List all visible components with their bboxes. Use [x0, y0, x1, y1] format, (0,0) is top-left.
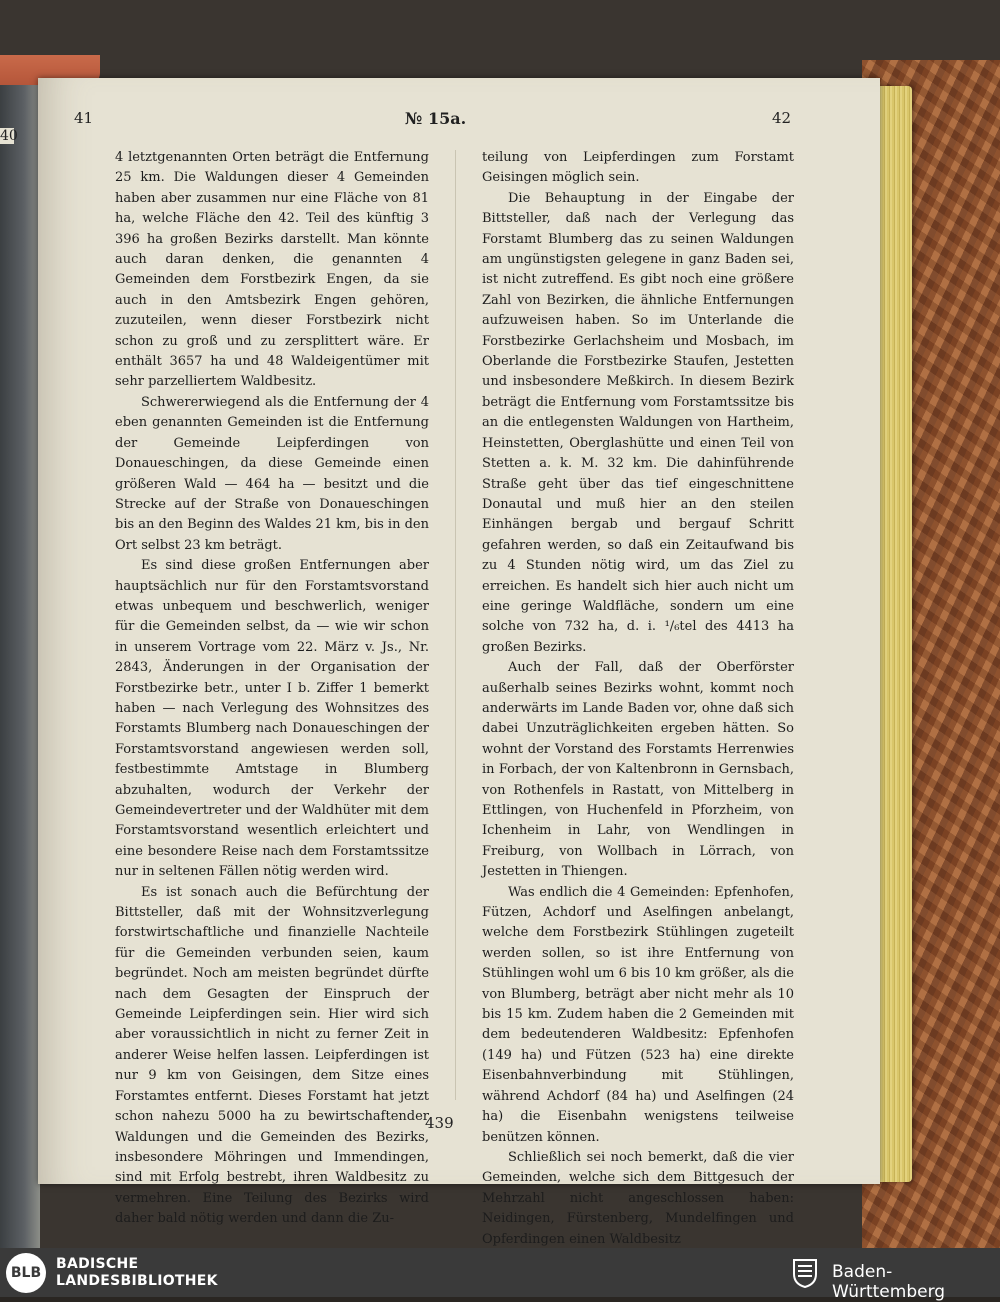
paragraph: Was endlich die 4 Gemeinden: Epfenhofen, Fützen, Achdorf und Aselfingen anbelangt, welche dem Forstbezirk Stühlingen zugeteilt werden sollen, so ist ihre Entfernung von Stühlingen wohl um 6 bis 10 km größer, als die von Blumberg, beträgt aber nicht mehr als 10 bis 15 km. Zudem haben die 2 Gemeinden mit dem bedeutenderen Waldbesitz: Epfenhofen (149 ha) und Fützen (523 ha) eine direkte Eisenbahnverbindung mit Stühlingen, während Achdorf (84 ha) und Aselfingen (24 ha) die Eisenbahn wenigstens teilweise benützen können.	[482, 884, 794, 1145]
page-number: 439	[425, 1114, 454, 1132]
paragraph: Es sind diese großen Entfernungen aber hauptsächlich nur für den Forstamtsvorstand etwas unbequem und beschwerlich, weniger für die Gemeinden selbst, da — wie wir schon in unserem Vortrage vom 22. März v. Js., Nr. 2843, Änderungen in der Organisation der Forstbezirke betr., unter I b. Ziffer 1 bemerkt haben — nach Verlegung des Wohnsitzes des Forstamts Blumberg nach Donaueschingen der Forstamtsvorstand angewiesen werden soll, festbestimmte Amtstage in Blumberg abzuhalten, wodurch der Verkehr der Gemeindevertreter und der Waldhüter mit dem Forstamtsvorstand wesentlich erleichtert und eine besondere Reise nach dem Forstamtssitze nur in seltenen Fällen nötig werden wird.	[115, 558, 429, 880]
paragraph: 4 letztgenannten Orten beträgt die Entfernung 25 km. Die Waldungen dieser 4 Gemeinden haben aber zusammen nur eine Fläche von 81 ha, welche Fläche den 42. Teil des künftig 3 396 ha großen Bezirks darstellt. Man könnte auch daran denken, die genannten 4 Gemeinden dem Forstbezirk Engen, da sie auch in den Amtsbezirk Engen gehören, zuzuteilen, wenn dieser Forstbezirk nicht schon zu groß und zu zersplittert wäre. Er enthält 3657 ha und 48 Waldeigentümer mit sehr parzelliertem Waldbesitz.	[115, 150, 429, 390]
left-cover-board	[0, 70, 40, 1248]
library-name-line2: LANDESBIBLIOTHEK	[56, 1273, 218, 1289]
library-name[interactable]	[56, 1256, 218, 1290]
left-column	[115, 148, 429, 1230]
library-name-line1: BADISCHE	[56, 1256, 139, 1272]
paragraph: Schwererwiegend als die Entfernung der 4 eben genannten Gemeinden ist die Entfernung der Gemeinde Leipferdingen von Donaueschingen, da diese Gemeinde einen größeren Wald — 464 ha — besitzt und die Strecke auf der Straße von Donaueschingen bis an den Beginn des Waldes 21 km, bis in den Ort selbst 23 km beträgt.	[115, 394, 429, 553]
paragraph: Auch der Fall, daß der Oberförster außerhalb seines Bezirks wohnt, kommt noch anderwärts im Lande Baden vor, ohne daß sich dabei Unzuträglichkeiten ergeben hätten. So wohnt der Vorstand des Forstamts Herrenwies in Forbach, der von Kaltenbronn in Gernsbach, von Rothenfels in Rastatt, von Mittelberg in Ettlingen, von Huchenfeld in Pforzheim, von Ichenheim in Lahr, von Wendlingen in Freiburg, von Wollbach in Lörrach, von Jestetten in Thiengen.	[482, 660, 794, 880]
left-page-number: 41	[74, 109, 94, 127]
footer-bar	[0, 1248, 1000, 1302]
state-crest-icon	[790, 1256, 820, 1288]
column-divider	[455, 150, 456, 1100]
edge-page-number: 40	[0, 128, 18, 144]
blb-logo[interactable]: BLB	[6, 1253, 46, 1293]
issue-title: № 15a.	[405, 109, 467, 128]
paragraph: Die Behauptung in der Eingabe der Bittsteller, daß nach der Verlegung das Forstamt Blumberg das zu seinen Waldungen am ungünstigsten gelegene in ganz Baden sei, ist nicht zutreffend. Es gibt noch eine größere Zahl von Bezirken, die ähnliche Entfernungen aufzuweisen haben. So im Unterlande die Forstbezirke Gerlachsheim und Mosbach, im Oberlande die Forstbezirke Staufen, Jestetten und insbesondere Meßkirch. In diesem Bezirk beträgt die Entfernung vom Forstamtssitze bis an die entlegensten Waldungen von Hartheim, Heinstetten, Oberglashütte und einen Teil von Stetten a. k. M. 32 km. Die dahinführende Straße geht über das tief eingeschnittene Donautal und muß hier an den steilen Einhängen bergab und bergauf Schritt gefahren werden, so daß ein Zeitaufwand bis zu 4 Stunden nötig wird, um das Ziel zu erreichen. Es handelt sich hier auch nicht um eine geringe Waldfläche, sondern um eine solche von 732 ha, d. i. ¹/₆tel des 4413 ha großen Bezirks.	[482, 190, 794, 655]
paragraph: teilung von Leipferdingen zum Forstamt Geisingen möglich sein.	[482, 150, 794, 186]
paragraph: Schließlich sei noch bemerkt, daß die vier Gemeinden, welche sich dem Bittgesuch der Mehrzahl nicht angeschlossen haben: Neidingen, Fürstenberg, Mundelfingen und Opferdingen einen Waldbesitz	[482, 1149, 794, 1247]
right-column	[482, 148, 794, 1248]
right-page-number: 42	[772, 109, 792, 127]
paragraph: Es ist sonach auch die Befürchtung der Bittsteller, daß mit der Wohnsitzverlegung forstwirtschaftliche und finanzielle Nachteile für die Gemeinden verbunden seien, kaum begründet. Noch am meisten begründet dürfte nach dem Gesagten der Einspruch der Gemeinde Leipferdingen sein. Hier wird sich aber voraussichtlich in nicht zu ferner Zeit in anderer Weise helfen lassen. Leipferdingen ist nur 9 km von Geisingen, dem Sitze eines Forstamtes entfernt. Dieses Forstamt hat jetzt schon nahezu 5000 ha zu bewirtschaftender Waldungen und die Gemeinden des Bezirks, insbesondere Möhringen und Immendingen, sind mit Erfolg bestrebt, ihren Waldbesitz zu vermehren. Eine Teilung des Bezirks wird daher bald nötig werden und dann die Zu-	[115, 884, 429, 1227]
state-name[interactable]: Baden-Württemberg	[832, 1262, 946, 1302]
